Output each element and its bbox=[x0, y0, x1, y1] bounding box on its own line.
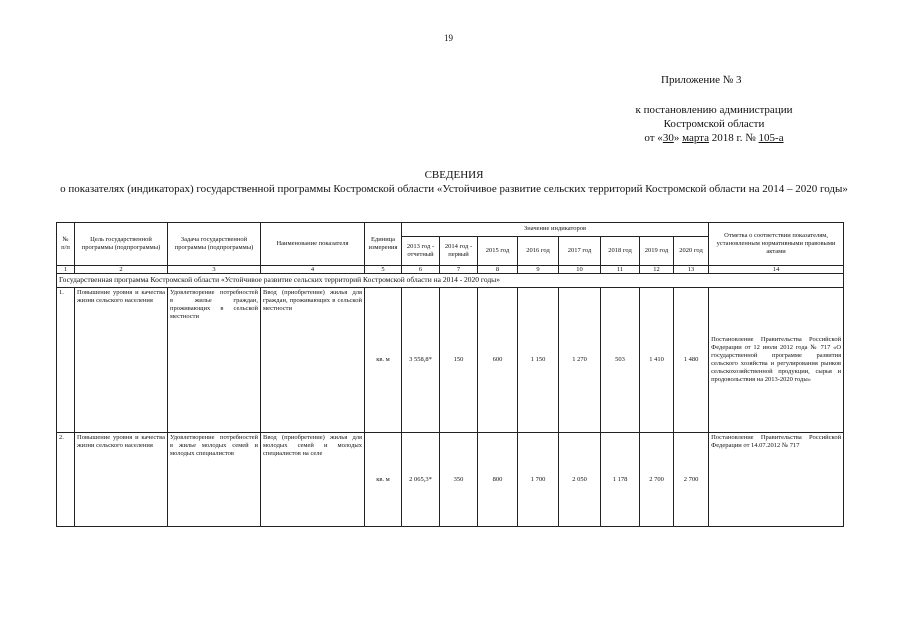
column-number: 3 bbox=[168, 265, 261, 273]
column-number: 14 bbox=[709, 265, 844, 273]
decree-date-line bbox=[614, 131, 814, 145]
column-number: 4 bbox=[261, 265, 365, 273]
decree-reference bbox=[614, 103, 814, 145]
row-value: 1 178 bbox=[601, 433, 640, 527]
column-number: 8 bbox=[478, 265, 518, 273]
indicators-table bbox=[56, 222, 844, 527]
row-value: 150 bbox=[440, 287, 478, 433]
table-row bbox=[57, 433, 844, 527]
row-note: Постановление Правительства Российской Федерации от 14.07.2012 № 717 bbox=[709, 433, 844, 527]
row-num: 1. bbox=[57, 287, 75, 433]
date-prefix: от « bbox=[644, 132, 663, 144]
row-value: 600 bbox=[478, 287, 518, 433]
date-mid-1: » bbox=[673, 132, 683, 144]
row-value: 1 270 bbox=[559, 287, 601, 433]
row-goal: Повышение уровня и качества жизни сельского населения bbox=[75, 433, 168, 527]
header-unit: Единица измерения bbox=[365, 223, 402, 266]
header-year: 2015 год bbox=[478, 236, 518, 265]
header-goal: Цель государственной программы (подпрограммы) bbox=[75, 223, 168, 266]
row-value: 1 700 bbox=[518, 433, 559, 527]
column-number: 6 bbox=[402, 265, 440, 273]
header-values-group: Значение индикаторов bbox=[402, 223, 709, 237]
date-day: 30 bbox=[662, 132, 674, 144]
row-value: 503 bbox=[601, 287, 640, 433]
column-number: 1 bbox=[57, 265, 75, 273]
row-indicator: Ввод (приобретение) жилья для граждан, проживающих в сельской местности bbox=[261, 287, 365, 433]
row-value: 2 700 bbox=[674, 433, 709, 527]
program-row: Государственная программа Костромской области «Устойчивое развитие сельских территорий Костромской области на 2014 - 2020 годы» bbox=[57, 274, 844, 288]
header-indicator: Наименование показателя bbox=[261, 223, 365, 266]
table-row bbox=[57, 287, 844, 433]
column-number: 5 bbox=[365, 265, 402, 273]
row-note: Постановление Правительства Российской Федерации от 12 июля 2012 года № 717 «О государственной программе развития сельского хозяйства и регулирования рынков сельскохозяйственной продукции, сырья и продовольствия на 2013-2020 годы» bbox=[709, 287, 844, 433]
row-goal: Повышение уровня и качества жизни сельского населения bbox=[75, 287, 168, 433]
row-value: 2 065,3* bbox=[402, 433, 440, 527]
row-value: 3 558,8* bbox=[402, 287, 440, 433]
column-number: 11 bbox=[601, 265, 640, 273]
row-task: Удовлетворение потребностей в жилье молодых семей и молодых специалистов bbox=[168, 433, 261, 527]
decree-number: 105-а bbox=[758, 132, 784, 144]
row-indicator: Ввод (приобретение) жилья для молодых семей и молодых специалистов на селе bbox=[261, 433, 365, 527]
row-value: 2 700 bbox=[640, 433, 674, 527]
title-heading: СВЕДЕНИЯ bbox=[424, 169, 484, 181]
title-subheading: о показателях (индикаторах) государственной программы Костромской области «Устойчивое развитие сельских территорий Костромской области на 2014 – 2020 годы» bbox=[60, 183, 848, 195]
header-task: Задача государственной программы (подпрограммы) bbox=[168, 223, 261, 266]
row-num: 2. bbox=[57, 433, 75, 527]
header-year: 2017 год bbox=[559, 236, 601, 265]
header-year: 2019 год bbox=[640, 236, 674, 265]
column-number: 13 bbox=[674, 265, 709, 273]
column-number: 2 bbox=[75, 265, 168, 273]
header-year: 2014 год - первый bbox=[440, 236, 478, 265]
column-number: 7 bbox=[440, 265, 478, 273]
row-value: 1 410 bbox=[640, 287, 674, 433]
appendix-label: Приложение № 3 bbox=[661, 74, 742, 86]
column-number: 12 bbox=[640, 265, 674, 273]
row-value: 1 150 bbox=[518, 287, 559, 433]
row-unit: кв. м bbox=[365, 287, 402, 433]
row-value: 1 480 bbox=[674, 287, 709, 433]
row-value: 350 bbox=[440, 433, 478, 527]
header-year: 2013 год - отчетный bbox=[402, 236, 440, 265]
row-value: 2 050 bbox=[559, 433, 601, 527]
header-note: Отметка о соответствии показателям, установленным нормативными правовыми актами bbox=[709, 223, 844, 266]
decree-line-2: Костромской области bbox=[663, 118, 765, 130]
decree-line-1: к постановлению администрации bbox=[635, 104, 793, 116]
column-number: 10 bbox=[559, 265, 601, 273]
header-year: 2018 год bbox=[601, 236, 640, 265]
date-month: марта bbox=[682, 132, 710, 144]
page-number: 19 bbox=[444, 33, 453, 43]
row-task: Удовлетворение потребностей в жилье граждан, проживающих в сельской местности bbox=[168, 287, 261, 433]
header-year: 2020 год bbox=[674, 236, 709, 265]
date-mid-2: 2018 г. № bbox=[709, 132, 759, 144]
header-year: 2016 год bbox=[518, 236, 559, 265]
column-number: 9 bbox=[518, 265, 559, 273]
document-title bbox=[60, 168, 848, 196]
header-num: № п/п bbox=[57, 223, 75, 266]
row-value: 800 bbox=[478, 433, 518, 527]
row-unit: кв. м bbox=[365, 433, 402, 527]
